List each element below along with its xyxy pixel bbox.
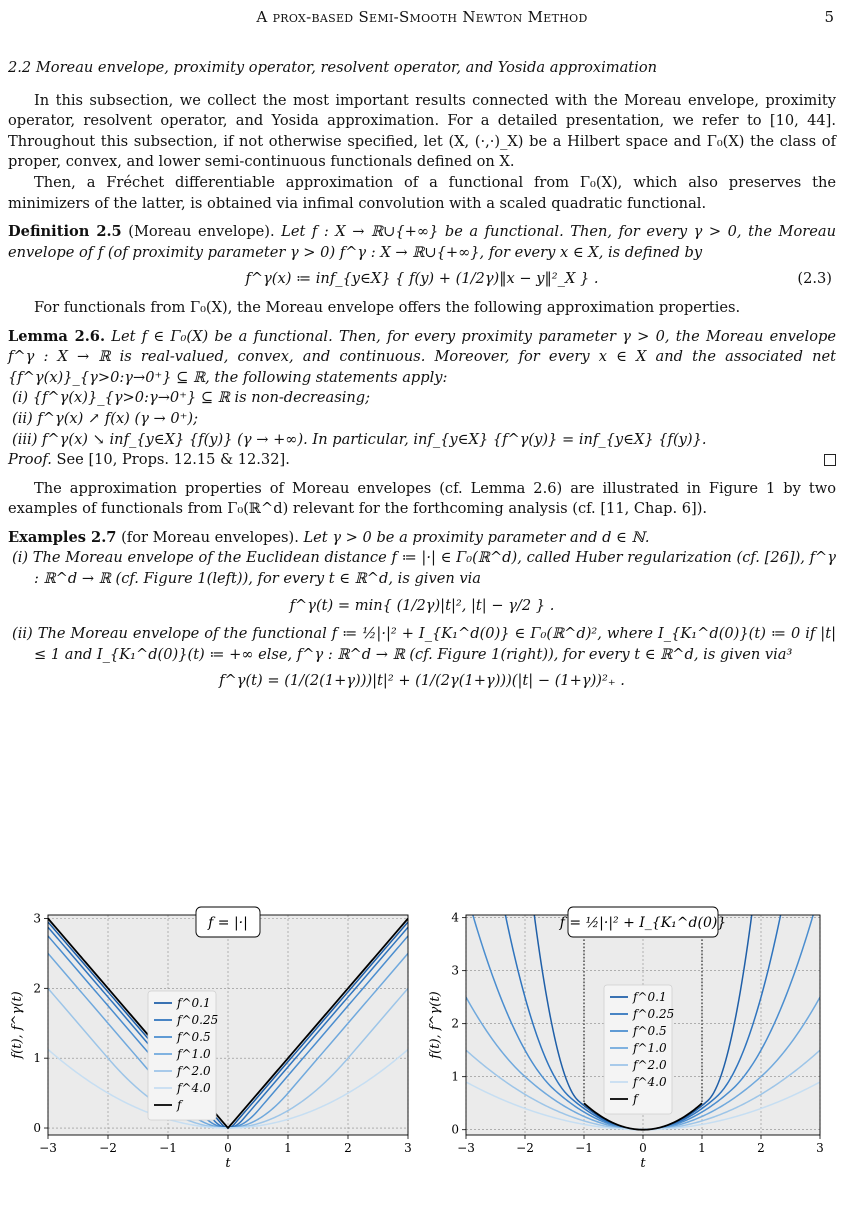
legend-label: f^0.1 bbox=[177, 996, 211, 1010]
legend-label: f bbox=[177, 1098, 182, 1112]
x-tick-label: 2 bbox=[344, 1141, 352, 1155]
legend-label: f^0.5 bbox=[177, 1030, 211, 1044]
equation-2-3-body: f^γ(x) ≔ inf_{y∈X} { f(y) + (1/2γ)‖x − y‖²_X } . bbox=[245, 270, 599, 288]
x-tick-label: −2 bbox=[516, 1141, 534, 1155]
example-equation-huber: f^γ(t) = min{ (1/2γ)|t|², |t| − γ/2 } . bbox=[289, 596, 555, 614]
examples-name: (for Moreau envelopes). bbox=[121, 528, 299, 546]
y-axis-label: f(t), f^γ(t) bbox=[428, 991, 443, 1059]
equation-number: (2.3) bbox=[797, 270, 832, 288]
x-tick-label: 3 bbox=[404, 1141, 412, 1155]
y-tick-label: 3 bbox=[33, 911, 41, 926]
lemma-2-6 bbox=[8, 327, 836, 389]
chart-title: f = ½|·|² + I_{K₁^d(0)} bbox=[559, 915, 727, 931]
qed-box-icon bbox=[824, 454, 836, 466]
legend-label: f bbox=[633, 1092, 638, 1106]
chart-left bbox=[0, 905, 422, 1205]
chart-right bbox=[422, 905, 844, 1205]
lemma-items bbox=[8, 388, 836, 450]
example-equation-ball: f^γ(t) = (1/(2(1+γ)))|t|² + (1/(2γ(1+γ)))(|t| − (1+γ))²₊ . bbox=[219, 672, 625, 690]
y-tick-label: 0 bbox=[451, 1122, 459, 1137]
definition-head: Definition 2.5 bbox=[8, 223, 122, 241]
y-tick-label: 2 bbox=[33, 981, 41, 996]
legend-label: f^0.1 bbox=[633, 990, 667, 1004]
page-number: 5 bbox=[824, 8, 834, 26]
definition-2-5 bbox=[8, 222, 836, 263]
example-item: (i) The Moreau envelope of the Euclidean distance f ≔ |·| ∈ Γ₀(ℝ^d), called Huber regularization (cf. [26]), f^γ : ℝ^d → ℝ (cf. Figure 1(left)), for every t ∈ ℝ^d, is given via bbox=[12, 549, 836, 588]
lemma-head: Lemma 2.6. bbox=[8, 327, 106, 345]
examples-text: Let γ > 0 be a proximity parameter and d ∈ ℕ. bbox=[303, 528, 650, 546]
paragraph-frechet: Then, a Fréchet differentiable approximation of a functional from Γ₀(X), which also preserves the minimizers of the latter, is obtained via infimal convolution with a scaled quadratic functional. bbox=[8, 173, 836, 212]
example-item: (ii) The Moreau envelope of the functional f ≔ ½|·|² + I_{K₁^d(0)} ∈ Γ₀(ℝ^d)², where I_{K₁^d(0)}(t) ≔ 0 if |t| ≤ 1 and I_{K₁^d(0)}(t) ≔ +∞ else, f^γ : ℝ^d → ℝ (cf. Figure 1(right)), for every t ∈ ℝ^d, is given via³ bbox=[12, 625, 836, 663]
running-title: A prox-based Semi-Smooth Newton Method bbox=[256, 8, 588, 26]
x-axis-label: t bbox=[640, 1156, 646, 1171]
y-tick-label: 4 bbox=[451, 910, 459, 925]
proof-text: See [10, Props. 12.15 & 12.32]. bbox=[56, 451, 290, 469]
x-tick-label: −1 bbox=[159, 1141, 177, 1155]
proof-head: Proof. bbox=[8, 451, 52, 469]
examples-2-7 bbox=[8, 528, 836, 549]
x-tick-label: 0 bbox=[639, 1141, 647, 1155]
x-tick-label: 1 bbox=[284, 1141, 292, 1155]
legend-label: f^0.25 bbox=[633, 1007, 675, 1021]
x-tick-label: −3 bbox=[39, 1141, 57, 1155]
legend-label: f^4.0 bbox=[177, 1081, 211, 1095]
legend-label: f^2.0 bbox=[177, 1064, 211, 1078]
y-tick-label: 2 bbox=[451, 1016, 459, 1031]
definition-name: (Moreau envelope). bbox=[128, 223, 275, 241]
legend-label: f^1.0 bbox=[633, 1041, 667, 1055]
x-tick-label: −2 bbox=[99, 1141, 117, 1155]
lemma-text: Let f ∈ Γ₀(X) be a functional. Then, for every proximity parameter γ > 0, the Moreau envelope f^γ : X → ℝ is real-valued, convex, and continuous. Moreover, for every x ∈ X and the associated net {f^γ(x)}_{γ>0:γ→0⁺} ⊆ ℝ, the following statements apply: bbox=[8, 327, 836, 386]
y-axis-label: f(t), f^γ(t) bbox=[10, 991, 25, 1059]
x-tick-label: 1 bbox=[698, 1141, 706, 1155]
x-axis-label: t bbox=[225, 1156, 231, 1171]
lemma-item: (ii) f^γ(x) ↗ f(x) (γ → 0⁺); bbox=[12, 409, 199, 427]
paragraph-intro: In this subsection, we collect the most important results connected with the Moreau envelope, proximity operator, resolvent operator, and Yosida approximation. For a detailed presentation, we refer to [10, 44]. Throughout this subsection, if not otherwise specified, let (X, (·,·)_X) be a Hilbert space and Γ₀(X) the class of proper, convex, and lower semi-continuous functionals defined on X. bbox=[8, 91, 836, 171]
y-tick-label: 1 bbox=[451, 1069, 459, 1084]
running-header bbox=[0, 8, 844, 30]
figure-1 bbox=[0, 905, 844, 1205]
paragraph-approx: For functionals from Γ₀(X), the Moreau envelope offers the following approximation properties. bbox=[34, 298, 741, 316]
lemma-item: (iii) f^γ(x) ↘ inf_{y∈X} {f(y)} (γ → +∞). In particular, inf_{y∈X} {f^γ(y)} = inf_{y∈X} {f(y)}. bbox=[12, 430, 707, 448]
y-tick-label: 1 bbox=[33, 1051, 41, 1066]
x-tick-label: 0 bbox=[224, 1141, 232, 1155]
examples-head: Examples 2.7 bbox=[8, 528, 117, 546]
legend-label: f^0.5 bbox=[633, 1024, 667, 1038]
legend-label: f^2.0 bbox=[633, 1058, 667, 1072]
x-tick-label: 2 bbox=[757, 1141, 765, 1155]
subsection-heading: 2.2 Moreau envelope, proximity operator, resolvent operator, and Yosida approximation bbox=[8, 59, 658, 76]
x-tick-label: 3 bbox=[816, 1141, 824, 1155]
lemma-item: (i) {f^γ(x)}_{γ>0:γ→0⁺} ⊆ ℝ is non-decreasing; bbox=[12, 389, 371, 407]
legend-label: f^4.0 bbox=[633, 1075, 667, 1089]
paragraph-examples: The approximation properties of Moreau envelopes (cf. Lemma 2.6) are illustrated in Figure 1 by two examples of functionals from Γ₀(ℝ^d) relevant for the forthcoming analysis (cf. [11, Chap. 6]). bbox=[8, 479, 836, 518]
x-tick-label: −1 bbox=[575, 1141, 593, 1155]
y-tick-label: 0 bbox=[33, 1121, 41, 1136]
definition-text: Let f : X → ℝ∪{+∞} be a functional. Then, for every γ > 0, the Moreau envelope of f (of proximity parameter γ > 0) f^γ : X → ℝ∪{+∞}, for every x ∈ X, is defined by bbox=[8, 223, 836, 261]
page-body bbox=[8, 58, 836, 700]
equation-2-3 bbox=[8, 269, 836, 290]
legend-label: f^1.0 bbox=[177, 1047, 211, 1061]
chart-title: f = |·| bbox=[208, 915, 248, 931]
proof bbox=[8, 450, 836, 471]
legend-label: f^0.25 bbox=[177, 1013, 219, 1027]
x-tick-label: −3 bbox=[457, 1141, 475, 1155]
y-tick-label: 3 bbox=[451, 963, 459, 978]
